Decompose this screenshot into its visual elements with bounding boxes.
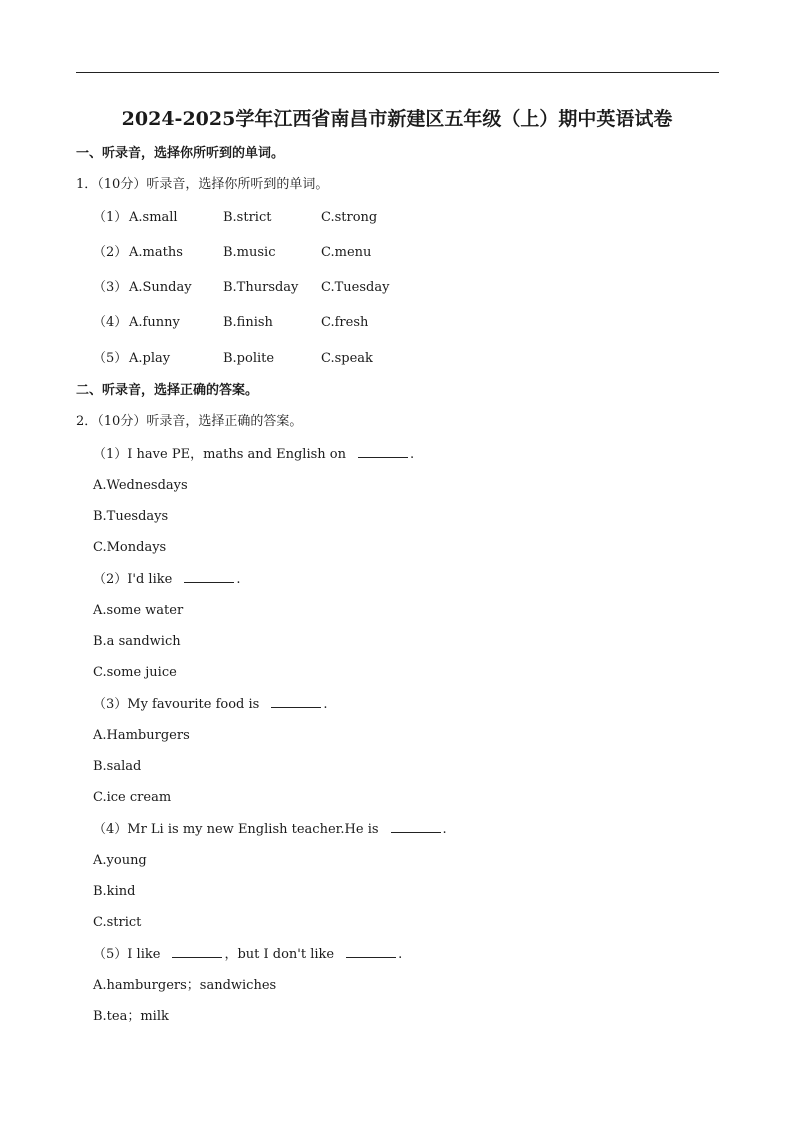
option-a: A.hamburgers；sandwiches xyxy=(93,978,277,993)
option-a: A.Sunday xyxy=(129,280,192,295)
question-2-item-4-stem xyxy=(93,821,447,838)
option-b: B.kind xyxy=(93,884,136,899)
option-b: B.salad xyxy=(93,759,142,774)
row-number: （4） xyxy=(93,315,128,330)
answer-blank xyxy=(391,821,441,833)
section-2-heading: 二、听录音，选择正确的答案。 xyxy=(76,383,259,398)
answer-blank xyxy=(271,696,321,708)
question-2-prompt: 2．（10分）听录音，选择正确的答案。 xyxy=(76,414,303,429)
answer-blank xyxy=(184,571,234,583)
stem-end: . xyxy=(236,572,241,587)
stem-end: . xyxy=(323,697,328,712)
option-c: C.strict xyxy=(93,915,142,930)
answer-blank xyxy=(346,946,396,958)
row-number: （2） xyxy=(93,245,128,260)
stem-end: . xyxy=(398,947,403,962)
option-a: A.some water xyxy=(93,603,184,618)
stem-text: （1）I have PE，maths and English on xyxy=(93,447,346,462)
question-2-item-1-stem xyxy=(93,446,414,463)
option-c: C.fresh xyxy=(321,315,369,330)
option-b: B.Thursday xyxy=(223,280,299,295)
question-2-item-3-stem xyxy=(93,696,327,713)
option-a: A.small xyxy=(129,210,178,225)
question-1-prompt: 1．（10分）听录音，选择你所听到的单词。 xyxy=(76,177,329,192)
option-b: B.music xyxy=(223,245,276,260)
row-number: （1） xyxy=(93,210,128,225)
stem-end: . xyxy=(410,447,415,462)
section-1-heading: 一、听录音，选择你所听到的单词。 xyxy=(76,146,285,161)
option-b: B.polite xyxy=(223,351,275,366)
answer-blank xyxy=(358,446,408,458)
option-b: B.a sandwich xyxy=(93,634,181,649)
row-number: （5） xyxy=(93,351,128,366)
option-b: B.finish xyxy=(223,315,273,330)
stem-text: （2）I'd like xyxy=(93,572,173,587)
option-c: C.strong xyxy=(321,210,378,225)
option-a: A.Wednesdays xyxy=(93,478,188,493)
option-c: C.speak xyxy=(321,351,373,366)
option-a: A.Hamburgers xyxy=(93,728,190,743)
option-a: A.maths xyxy=(129,245,183,260)
option-a: A.funny xyxy=(129,315,180,330)
question-2-item-2-stem xyxy=(93,571,240,588)
page-title: 2024-2025学年江西省南昌市新建区五年级（上）期中英语试卷 xyxy=(121,108,673,130)
question-2-item-5-stem xyxy=(93,946,402,963)
option-a: A.play xyxy=(129,351,171,366)
option-c: C.some juice xyxy=(93,665,177,680)
option-b: B.Tuesdays xyxy=(93,509,169,524)
stem-text: （3）My favourite food is xyxy=(93,697,260,712)
option-c: C.Mondays xyxy=(93,540,167,555)
option-c: C.Tuesday xyxy=(321,280,390,295)
answer-blank xyxy=(172,946,222,958)
option-b: B.tea；milk xyxy=(93,1009,169,1024)
stem-text: （4）Mr Li is my new English teacher.He is xyxy=(93,822,379,837)
header-rule xyxy=(76,72,719,73)
stem-end: . xyxy=(442,822,447,837)
row-number: （3） xyxy=(93,280,128,295)
option-a: A.young xyxy=(93,853,147,868)
stem-middle: ，but I don't like xyxy=(224,947,335,962)
option-b: B.strict xyxy=(223,210,272,225)
option-c: C.menu xyxy=(321,245,372,260)
stem-text: （5）I like xyxy=(93,947,161,962)
option-c: C.ice cream xyxy=(93,790,172,805)
